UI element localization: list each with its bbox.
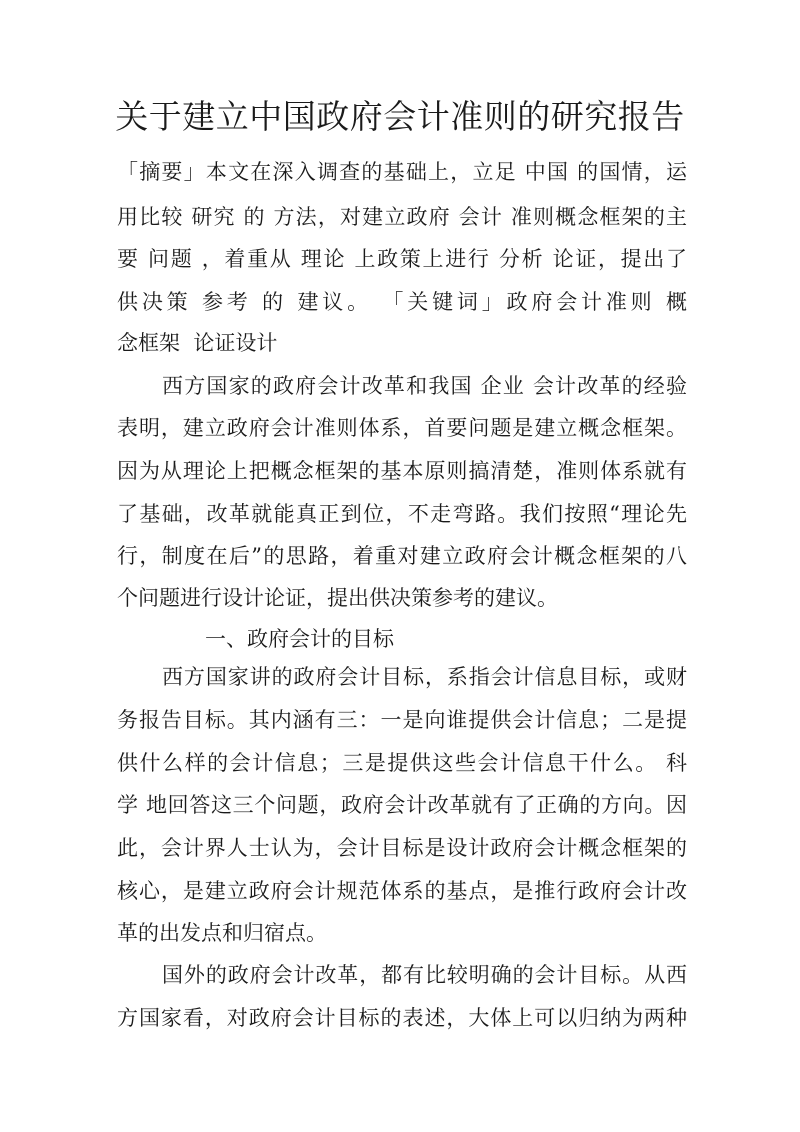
intro-line: 个问题进行设计论证，提出供决策参考的建议。 (117, 586, 558, 610)
intro-line: 了基础，改革就能真正到位，不走弯路。我们按照“理论先 (117, 502, 687, 526)
abstract-line: 念框架 论证设计 (117, 331, 278, 355)
abstract-line: 要 问题 ，着重从 理论 上政策上进行 分析 论证，提出了 (117, 247, 687, 271)
section-para-line: 此，会计界人士认为，会计目标是设计政府会计概念框架的 (117, 836, 687, 860)
section-para-line: 方国家看，对政府会计目标的表述，大体上可以归纳为两种 (117, 1006, 687, 1030)
section-para-line: 务报告目标。其内涵有三：一是向谁提供会计信息；二是提 (117, 708, 687, 732)
section-para-line: 学 地回答这三个问题，政府会计改革就有了正确的方向。因 (117, 793, 687, 817)
section-para-line: 革的出发点和归宿点。 (117, 921, 327, 945)
intro-line: 表明，建立政府会计准则体系，首要问题是建立概念框架。 (117, 416, 687, 440)
abstract-line: 「摘要」本文在深入调查的基础上，立足 中国 的国情，运 (117, 160, 687, 184)
section-para-line: 西方国家讲的政府会计目标，系指会计信息目标，或财 (162, 665, 687, 689)
section-heading: 一、政府会计的目标 (205, 627, 394, 651)
intro-line: 因为从理论上把概念框架的基本原则搞清楚，准则体系就有 (117, 459, 687, 483)
document-title: 关于建立中国政府会计准则的研究报告 (115, 97, 685, 136)
intro-line: 西方国家的政府会计改革和我国 企业 会计改革的经验 (162, 374, 687, 398)
abstract-line: 供决策 参考 的 建议。 「关键词」政府会计准则 概 (117, 290, 687, 314)
section-para-line: 核心，是建立政府会计规范体系的基点，是推行政府会计改 (117, 879, 687, 903)
intro-line: 行，制度在后”的思路，着重对建立政府会计概念框架的八 (117, 544, 687, 568)
section-para-line: 供什么样的会计信息；三是提供这些会计信息干什么。 科 (117, 751, 687, 775)
section-para-line: 国外的政府会计改革，都有比较明确的会计目标。从西 (162, 963, 687, 987)
abstract-line: 用比较 研究 的 方法，对建立政府 会计 准则概念框架的主 (117, 205, 687, 229)
